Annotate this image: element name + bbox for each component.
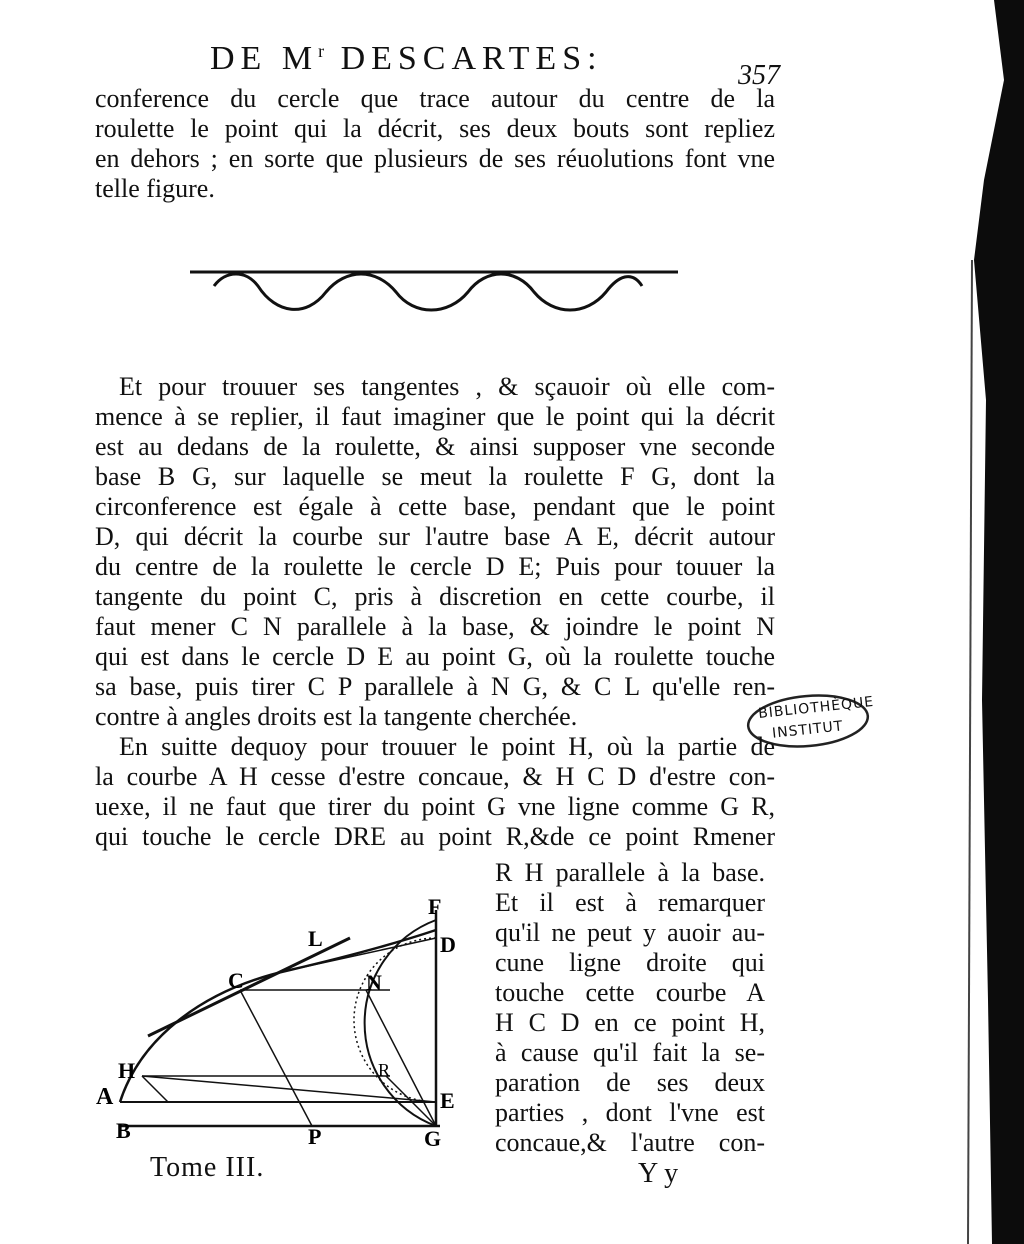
- text-line: Et pour trouuer ses tangentes , & sçauoir où elle com-: [119, 372, 775, 401]
- label-c: C: [228, 968, 244, 993]
- text-line: faut mener C N parallele à la base, & joindre le point N: [95, 612, 775, 641]
- text-line: base B G, sur laquelle se meut la roulette F G, dont la: [95, 462, 775, 491]
- text-line: du centre de la roulette le cercle D E; Puis pour touuer la: [95, 552, 775, 581]
- footer-volume: Tome III.: [150, 1152, 265, 1183]
- label-h: H: [118, 1058, 136, 1083]
- tangent-paragraph: [95, 372, 775, 732]
- text-line: la courbe A H cesse d'estre concaue, & H C D d'estre con-: [95, 762, 775, 791]
- running-header: [210, 40, 650, 78]
- text-line: D, qui décrit la courbe sur l'autre base A E, décrit autour: [95, 522, 775, 551]
- text-line: parties , dont l'vne est: [495, 1098, 765, 1127]
- wave-figure: [186, 262, 686, 322]
- text-line: mence à se replier, il faut imaginer que le point qui la décrit: [95, 402, 775, 431]
- label-f: F: [428, 894, 442, 919]
- roulette-figure: [90, 890, 470, 1150]
- text-line: cune ligne droite qui: [495, 948, 765, 977]
- text-line: H C D en ce point H,: [495, 1008, 765, 1037]
- text-line: telle figure.: [95, 174, 215, 203]
- header-prefix: DE M: [210, 40, 319, 77]
- footer-signature: Y y: [638, 1158, 679, 1189]
- page-number: 357: [738, 60, 780, 91]
- text-line: contre à angles droits est la tangente cherchée.: [95, 702, 578, 731]
- intro-paragraph: [95, 84, 775, 204]
- label-p: P: [308, 1124, 322, 1149]
- text-line: sa base, puis tirer C P parallele à N G, & C L qu'elle ren-: [95, 672, 775, 701]
- text-line: conference du cercle que trace autour du centre de la: [95, 84, 775, 113]
- text-line: uexe, il ne faut que tirer du point G vne ligne comme G R,: [95, 792, 775, 821]
- text-line: R H parallele à la base.: [495, 858, 765, 887]
- label-a: A: [96, 1084, 114, 1110]
- label-d: D: [440, 932, 456, 957]
- text-line: roulette le point qui la décrit, ses deux bouts sont repliez: [95, 114, 775, 143]
- text-line: qui est dans le cercle D E au point G, où la roulette touche: [95, 642, 775, 671]
- text-line: touche cette courbe A: [495, 978, 765, 1007]
- stamp-text-line1: BIBLIOTHÈQUE: [757, 693, 875, 723]
- side-column-text: [495, 858, 765, 1158]
- text-line: concaue,& l'autre con-: [495, 1128, 765, 1157]
- text-line: est au dedans de la roulette, & ainsi supposer vne seconde: [95, 432, 775, 461]
- text-line: à cause qu'il fait la se-: [495, 1038, 765, 1067]
- header-superscript: r: [318, 41, 327, 61]
- label-e: E: [440, 1088, 455, 1113]
- page-edge-shadow: [964, 0, 1024, 1244]
- tangent-cl: [148, 938, 350, 1036]
- label-l: L: [308, 926, 323, 951]
- text-line: qu'il ne peut y auoir au-: [495, 918, 765, 947]
- line-cp: [240, 990, 312, 1126]
- text-line: en dehors ; en sorte que plusieurs de ses réuolutions font vne: [95, 144, 775, 173]
- dotted-circle-dre: [354, 938, 436, 1102]
- label-g: G: [424, 1126, 442, 1150]
- label-b: B: [116, 1118, 131, 1143]
- text-line: paration de ses deux: [495, 1068, 765, 1097]
- text-line: En suitte dequoy pour trouuer le point H, où la partie de: [119, 732, 775, 761]
- header-title: DESCARTES:: [340, 40, 603, 77]
- label-n: N: [366, 970, 382, 995]
- label-r: R: [378, 1060, 391, 1080]
- wave-curve: [214, 274, 642, 310]
- text-line: Et il est à remarquer: [495, 888, 765, 917]
- stamp-text-line2: INSTITUT: [771, 718, 845, 742]
- text-line: circonference est égale à cette base, pendant que le point: [95, 492, 775, 521]
- inflection-paragraph: [95, 732, 775, 852]
- line-hp: [142, 1076, 168, 1102]
- text-line: qui touche le cercle DRE au point R,&de ce point Rmener: [95, 822, 775, 851]
- text-line: tangente du point C, pris à discretion en cette courbe, il: [95, 582, 775, 611]
